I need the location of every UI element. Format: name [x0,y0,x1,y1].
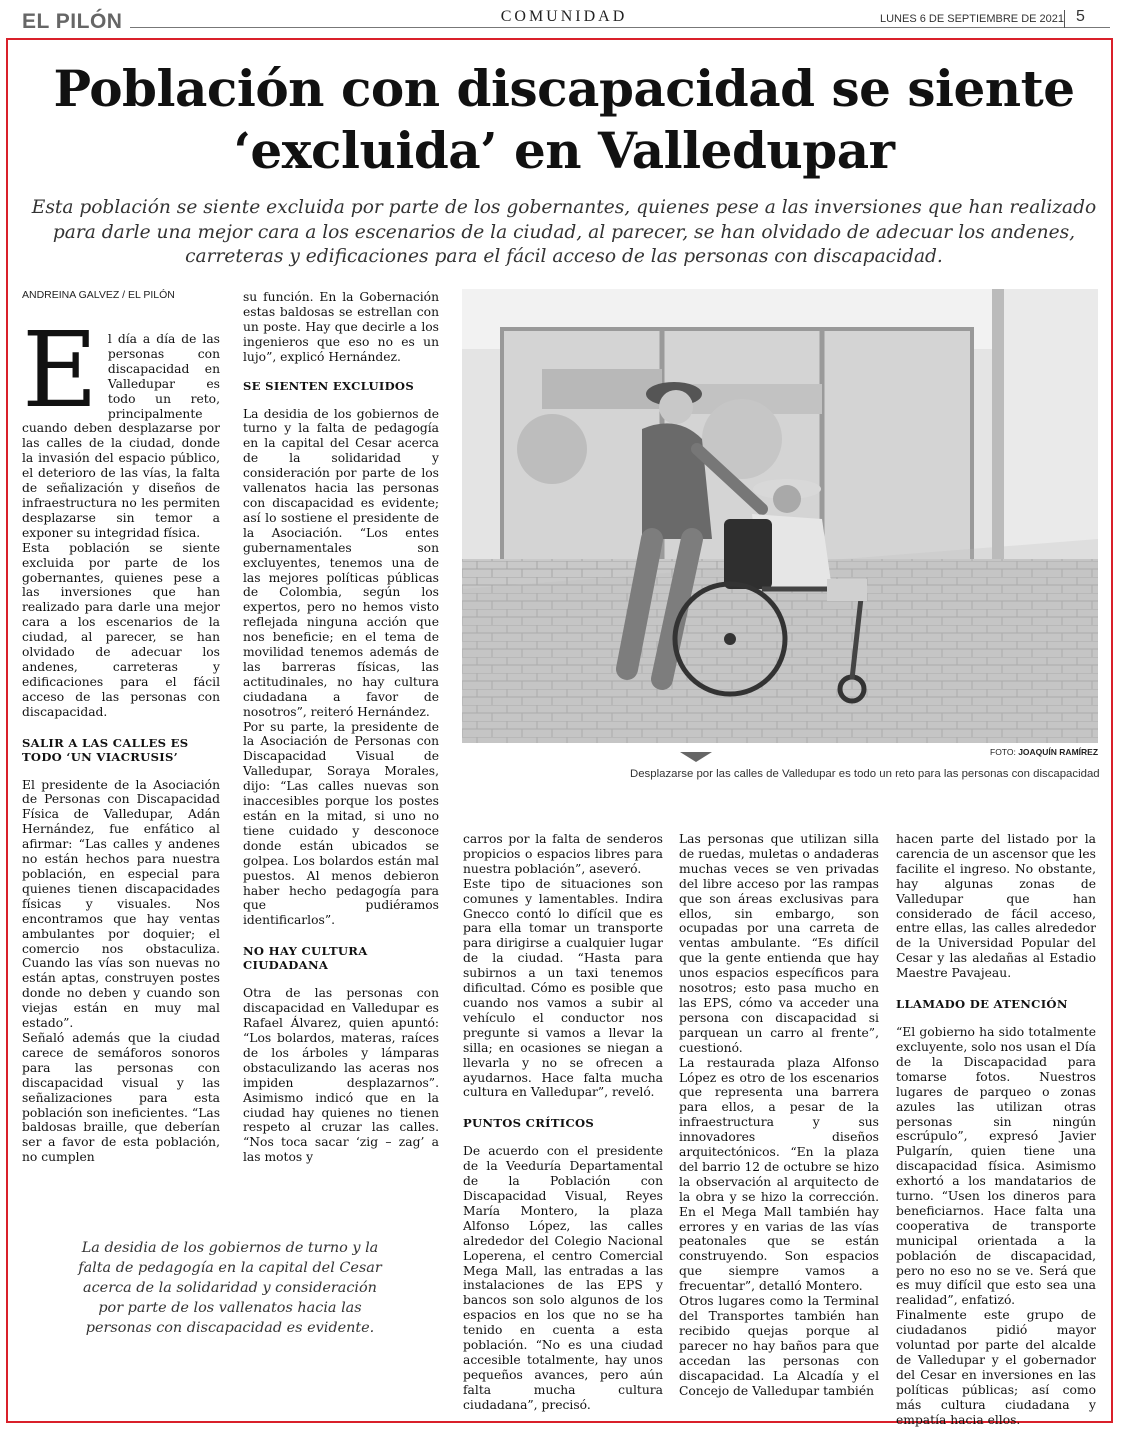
section-title: COMUNIDAD [0,8,1128,26]
paragraph: Este tipo de situaciones son comunes y lamentables. Indira Gnecco contó lo difícil que es para ella tomar un transporte para dirigirse a cualquier lugar de la ciudad. “Hasta para subirnos a un taxi tenemos dificultad. Cómo es posible que cuando nos vamos a subir al vehículo el conductor nos pregunte si vamos a llevar la silla; en ocasiones se niegan a llevarla y no se ofrecen a ayudarnos. Hace falta mucha cultura en Valledupar”, reveló. [463,876,663,1100]
page-number: 5 [1076,8,1085,25]
headline [20,58,1108,182]
header-rule [130,27,1110,28]
paragraph: De acuerdo con el presidente de la Veeduría Departamental de la Población con Discapacidad Visual, Reyes María Montero, la plaza Alfonso López, las calles alrededor del Colegio Nacional Loperena, el centro Comercial Mega Mall, las entradas a las instalaciones de las EPS y bancos son solo algunos de los espacios en los que no se ha tenido en cuenta a esta población. “No es una ciudad accesible totalmente, hay unos pequeños avances, pero aún falta mucha cultura ciudadana”, precisó. [463,1144,663,1412]
masthead-logo: EL PILÓN [22,10,123,33]
byline: ANDREINA GALVEZ / EL PILÓN [22,289,175,301]
article-column-3 [463,832,663,1413]
paragraph: La restaurada plaza Alfonso López es otro de los escenarios que representa una barrera para ellos, a pesar de la infraestructura y sus innovadores diseños arquitectónicos. “En la plaza del barrio 12 de octubre se hizo la observación al arquitecto de la obra y se hizo la corrección. En el Mega Mall también hay errores y en varias de las vías peatonales que se están construyendo. Son espacios que siempre vamos a frecuentar”, detalló Montero. [679,1055,879,1294]
paragraph: Señaló además que la ciudad carece de semáforos sonoros para las personas con discapacidad visual y las señalizaciones para esta población son ineficientes. “Las baldosas braille, que deberían ser a favor de esta población, no cumplen [22,1030,220,1165]
paragraph: Otros lugares como la Terminal del Transportes también han recibido quejas porque al parecer no hay baños para que accedan las personas con discapacidad. La Alcadía y el Concejo de Valledupar también [679,1294,879,1398]
caption-pointer-icon [680,752,712,762]
paragraph: El día a día de las personas con discapacidad en Valledupar es todo un reto, principalmente cuando deben desplazarse por las calles de la ciudad, donde la invasión del espacio público, el deterioro de las vías, la falta de señalización y diseños de infraestructura no les permiten desplazarse sin temor a exponer su integridad física. [22,309,220,540]
article-photo [462,289,1098,743]
article-column-2 [243,290,439,1165]
paragraph: “El gobierno ha sido totalmente excluyente, solo nos usan el Día de la Discapacidad para tomarse fotos. Nuestros lugares de parqueo o zonas azules las utilizan otras personas sin ningún escrúpulo”, expresó Javier Pulgarín, quien tiene una discapacidad física. Asimismo exhortó a los mandatarios de turno. “Usen los dineros para beneficiarnos. Hace falta una cooperativa de transporte municipal orientada a la población de discapacidad, pero no eso no se ve. Será que es muy difícil que esto sea una realidad”, enfatizó. [896,1025,1096,1308]
paragraph: hacen parte del listado por la carencia de un ascensor que les facilite el ingreso. No obstante, hay algunas zonas de Valledupar que han considerado de fácil acceso, entre ellas, las calles alrededor de la Universidad Popular del Cesar y las aledañas al Estadio Maestre Pavajeau. [896,832,1096,981]
article-column-1 [22,309,220,1165]
photo-caption: Desplazarse por las calles de Valledupar es todo un reto para las personas con discapacidad [630,768,1100,780]
photo-credit: FOTO: JOAQUÍN RAMÍREZ [990,747,1099,757]
paragraph: La desidia de los gobiernos de turno y la falta de pedagogía en la capital del Cesar acerca de la solidaridad y consideración por parte de los vallenatos hacia las personas con discapacidad es evidente; así lo sostiene el presidente de la Asociación. “Los entes gubernamentales son excluyentes, tenemos una de las mejores políticas públicas de Colombia, según los expertos, pero no hemos visto reflejada ninguna acción que nos beneficie; en el tema de movilidad tenemos además de las barreras físicas, las actitudinales, no hay cultura ciudadana a favor de nosotros”, reiteró Hernández. [243,406,439,719]
issue-date: LUNES 6 DE SEPTIEMBRE DE 2021 [876,13,1068,25]
wheelchair-photo-illustration [462,289,1098,743]
headline-line-2: ‘excluida’ en Valledupar [233,121,895,180]
paragraph: Esta población se siente excluida por parte de los gobernantes, quienes pese a las inversiones que han realizado para darle una mejor cara a los escenarios de la ciudad, al parecer, se han olvidado de adecuar los andenes, carreteras y edificaciones para el fácil acceso de las personas con discapacidad. [22,540,220,719]
paragraph: Otra de las personas con discapacidad en Valledupar es Rafael Álvarez, quien apuntó: “Los bolardos, materas, raíces de los árboles y lámparas obstaculizando las aceras nos impiden desplazarnos”. Asimismo indicó que en la ciudad hay quienes no tienen respeto al cruzar las calles. “Nos toca sacar ‘zig – zag’ a las motos y [243,986,439,1165]
paragraph: Por su parte, la presidente de la Asociación de Personas con Discapacidad Visual de Valledupar, Soraya Morales, dijo: “Las calles nuevas son inaccesibles porque los postes están en la mitad, si uno no tiene cuidado y desconoce donde están ubicados se golpea. Los bolardos están mal puestos. Al menos debieron haber hecho pedagogía para que pudiéramos identificarlos”. [243,719,439,928]
section-heading: NO HAY CULTURA CIUDADANA [243,944,368,973]
section-heading: LLAMADO DE ATENCIÓN [896,997,1068,1012]
article-column-5 [896,832,1096,1428]
headline-line-1: Población con discapacidad se siente [53,59,1075,118]
pull-quote: La desidia de los gobiernos de turno y la falta de pedagogía en la capital del Cesar acerca de la solidaridad y consideración por parte de los vallenatos hacia las personas con discapacidad es evidente. [78,1240,382,1336]
paragraph: carros por la falta de senderos propicios o espacios libres para nuestra población”, aseveró. [463,832,663,876]
section-heading: PUNTOS CRÍTICOS [463,1116,595,1131]
paragraph: El presidente de la Asociación de Personas con Discapacidad Física de Valledupar, Adán Hernández, fue enfático al afirmar: “Las calles y andenes no están hechos para nuestra población, en especial para quienes tienen discapacidades físicas y visuales. Nos encontramos que hay ventas ambulantes por doquier; el comercio nos obstaculiza. Cuando las vías son nuevas no están aptas, construyen postes donde no deben y cuando son viejas están en muy mal estado”. [22,777,220,1031]
section-heading: SALIR A LAS CALLES ES TODO ‘UN VIACRUSIS’ [22,735,189,764]
article-column-4 [679,832,879,1398]
paragraph: Finalmente este grupo de ciudadanos pidió mayor voluntad por parte del alcalde de Valledupar y el gobernador del Cesar en inversiones en las políticas públicas; así como más cultura ciudadana y empatía hacia ellos. [896,1308,1096,1427]
paragraph: su función. En la Gobernación estas baldosas se estrellan con un poste. Hay que decirle a los ingenieros que eso no es un lujo”, explicó Hernández. [243,290,439,364]
section-heading: SE SIENTEN EXCLUIDOS [243,378,415,393]
page-separator [1064,10,1065,28]
paragraph: Las personas que utilizan silla de ruedas, muletas o andaderas muchas veces se ven privadas del libre acceso por las rampas que son áreas exclusivas para ellos, sin embargo, son ocupadas por una carreta de ventas ambulante. “Es difícil que la gente entienda que hay unos espacios específicos para nosotros; esto pasa mucho en las EPS, cómo va acceder una persona con discapacidad si parquean un carro al frente”, cuestionó. [679,832,879,1055]
drop-cap: E [22,309,98,431]
subheadline: Esta población se siente excluida por parte de los gobernantes, quienes pese a las inversiones que han realizado para darle una mejor cara a los escenarios de la ciudad, al parecer, se han olvidado de adecuar los andenes, carreteras y edificaciones para el fácil acceso de las personas con discapacidad. [31,197,1097,267]
